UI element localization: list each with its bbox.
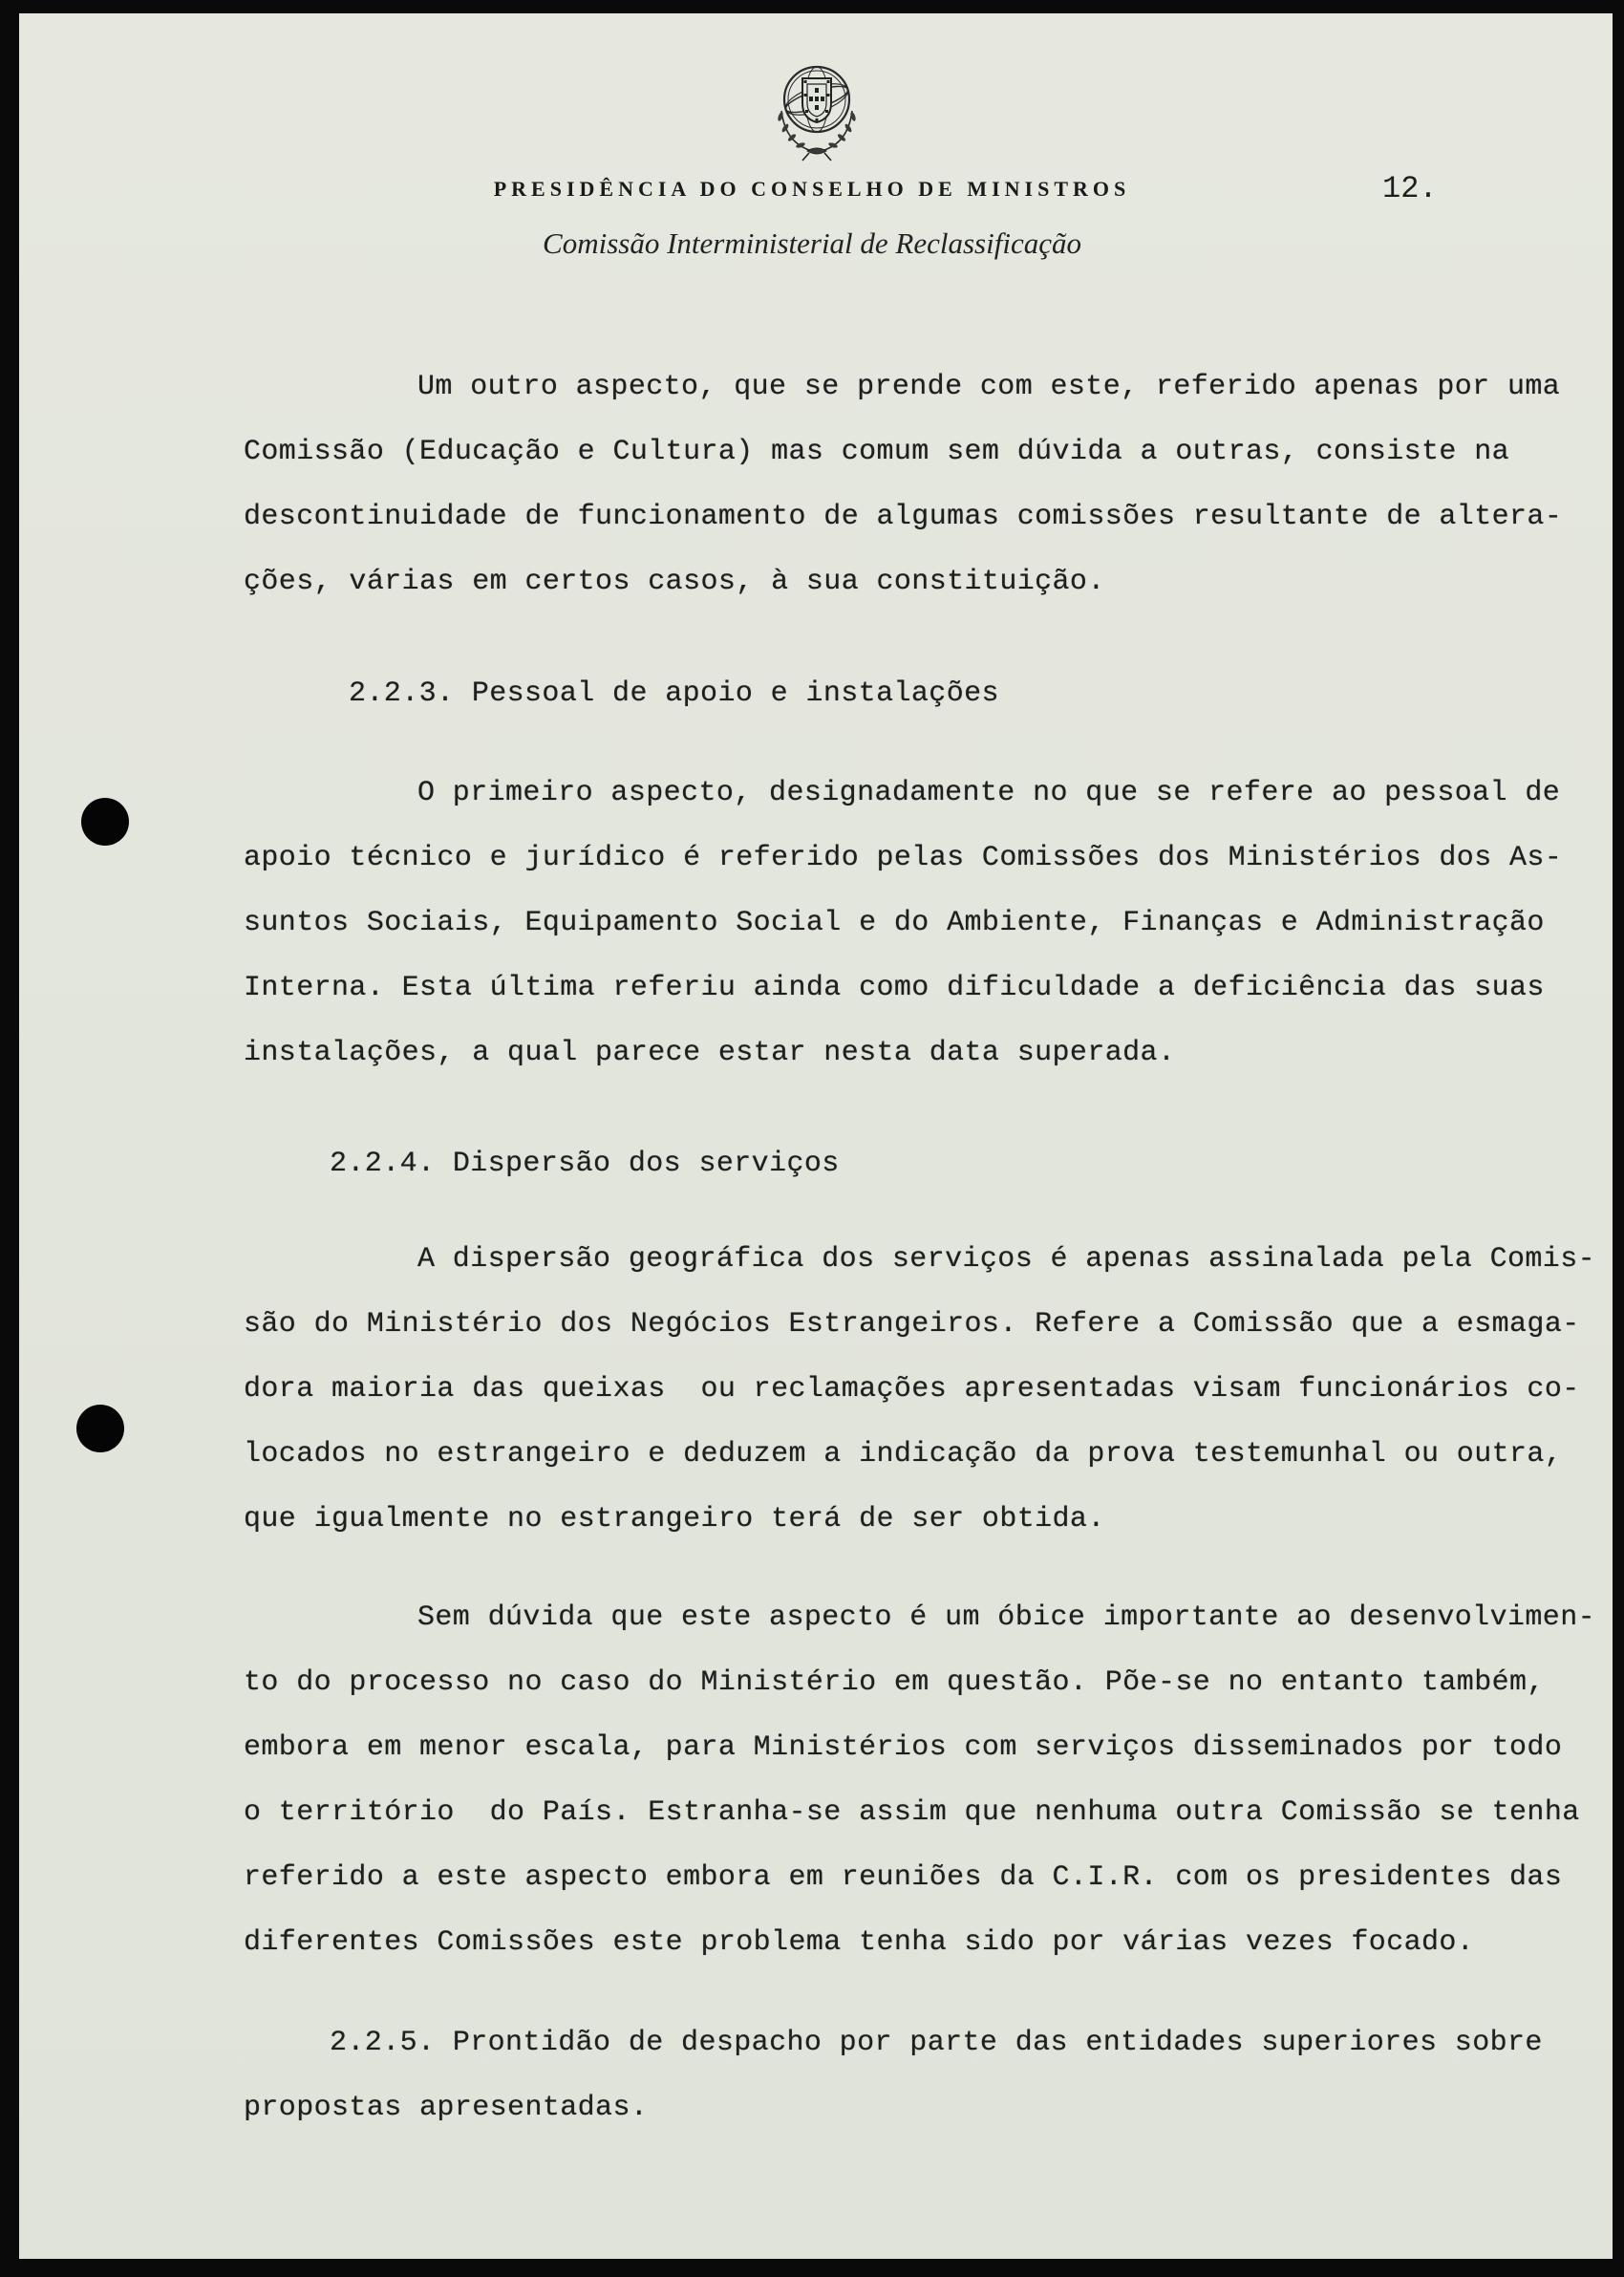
punch-hole [76,1405,124,1452]
paragraph-line: dora maioria das queixas ou reclamações apresentadas visam funcionários co- [244,1373,1580,1406]
section-heading [244,2010,1543,2140]
paragraph-line: instalações, a qual parece estar nesta data superada. [244,1037,1176,1069]
section-heading [330,1131,840,1196]
paragraph [244,761,1562,1085]
paragraph [244,1585,1595,1975]
section-heading-text: propostas apresentadas. [244,2092,649,2124]
commission-subtitle: Comissão Interministerial de Reclassificação [543,226,1081,260]
coat-of-arms-icon [764,55,869,162]
paragraph-line: Comissão (Educação e Cultura) mas comum sem dúvida a outras, consiste na [244,436,1510,468]
paragraph-line: A dispersão geográfica dos serviços é apenas assinalada pela Comis- [417,1243,1595,1276]
paragraph-line: referido a este aspecto embora em reuniões da C.I.R. com os presidentes das [244,1861,1563,1894]
paragraph-line: suntos Sociais, Equipamento Social e do Ambiente, Finanças e Administração [244,907,1545,939]
paragraph-line: to do processo no caso do Ministério em questão. Põe-se no entanto também, [244,1666,1545,1699]
paragraph-line: diferentes Comissões este problema tenha sido por várias vezes focado. [244,1926,1475,1959]
paragraph-line: apoio técnico e jurídico é referido pelas Comissões dos Ministérios dos As- [244,842,1563,874]
paragraph-line: o território do País. Estranha-se assim que nenhuma outra Comissão se tenha [244,1796,1580,1829]
paragraph-line: são do Ministério dos Negócios Estrangeiros. Refere a Comissão que a esmaga- [244,1308,1580,1341]
paragraph-line: Sem dúvida que este aspecto é um óbice importante ao desenvolvimen- [417,1601,1595,1634]
paragraph-line: que igualmente no estrangeiro terá de ser obtida. [244,1503,1105,1536]
section-heading-text: 2.2.4. Dispersão dos serviços [330,1148,840,1180]
paragraph-line: ções, várias em certos casos, à sua constituição. [244,566,1105,598]
paragraph-line: locados no estrangeiro e deduzem a indicação da prova testemunhal ou outra, [244,1438,1563,1471]
section-heading-text: 2.2.5. Prontidão de despacho por parte das entidades superiores sobre [330,2027,1543,2059]
paragraph [244,354,1562,614]
paragraph-line: Interna. Esta última referiu ainda como dificuldade a deficiência das suas [244,972,1545,1004]
punch-hole [81,798,129,846]
section-heading-text: 2.2.3. Pessoal de apoio e instalações [349,677,999,710]
paragraph [244,1227,1595,1552]
paragraph-line: O primeiro aspecto, designadamente no que se refere ao pessoal de [417,777,1561,809]
paragraph-line: Um outro aspecto, que se prende com este, referido apenas por uma [417,371,1561,403]
paragraph-line: descontinuidade de funcionamento de algumas comissões resultante de altera- [244,501,1563,533]
page-number: 12. [1382,171,1438,206]
institution-title: PRESIDÊNCIA DO CONSELHO DE MINISTROS [493,177,1131,201]
paragraph-line: embora em menor escala, para Ministérios com serviços disseminados por todo [244,1731,1563,1764]
section-heading [349,661,999,726]
